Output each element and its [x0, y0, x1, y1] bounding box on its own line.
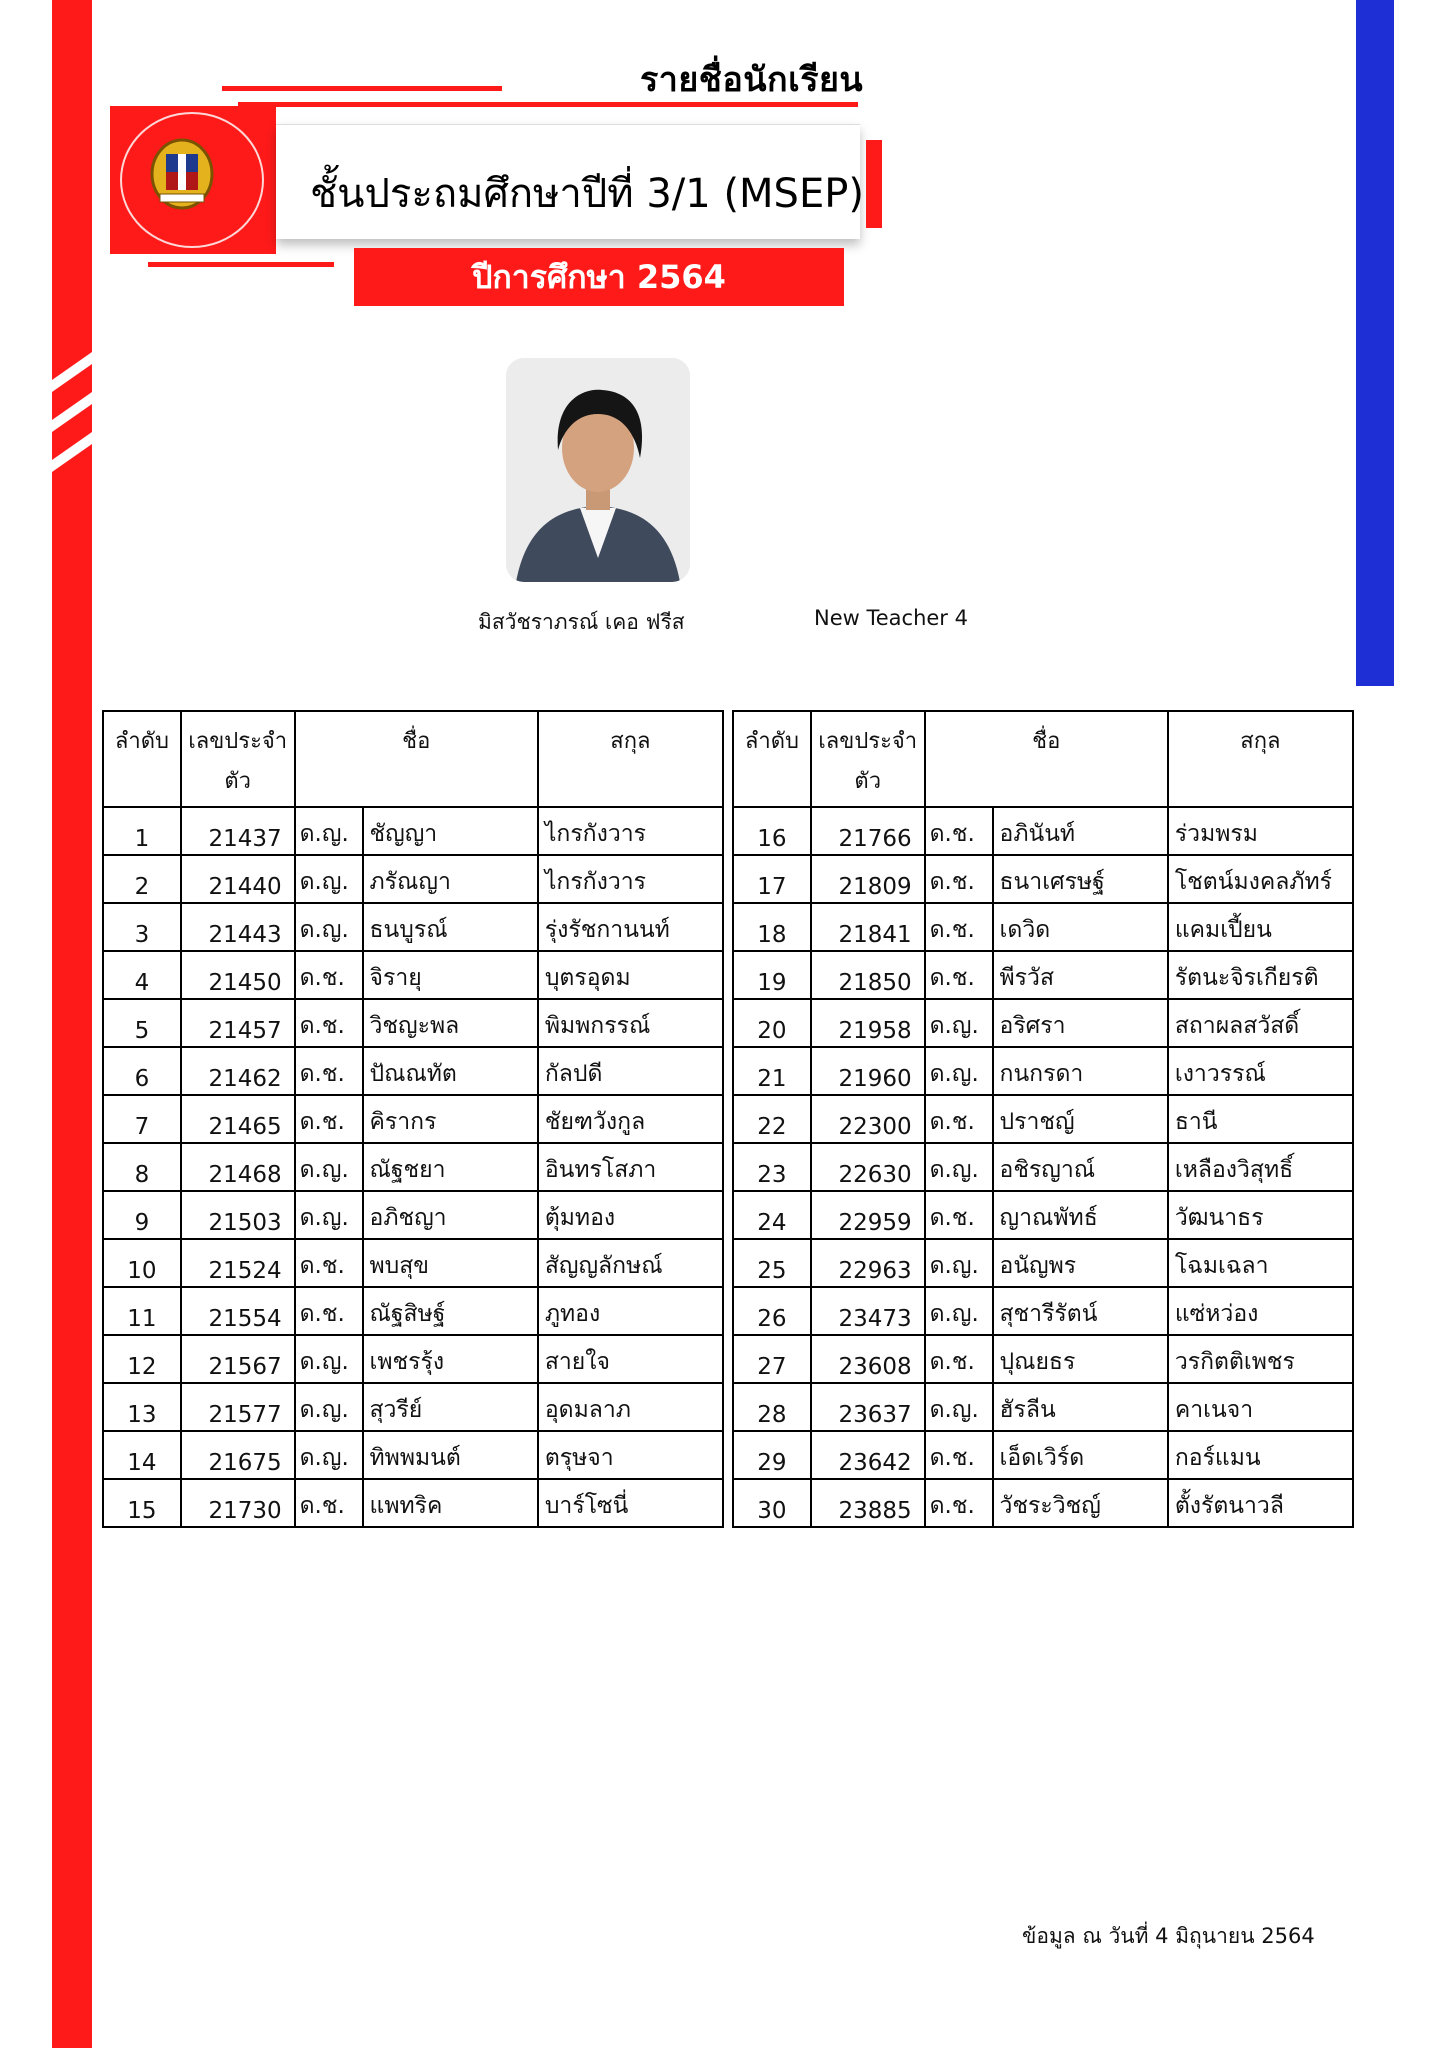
student-prefix: ด.ช.: [299, 1061, 345, 1087]
student-no: 22: [757, 1114, 787, 1140]
table-row: [103, 855, 723, 903]
student-first-name: เดวิด: [999, 917, 1051, 943]
student-first-name: ธนาเศรษฐ์: [999, 869, 1105, 895]
student-last-name: อินทรโสภา: [544, 1157, 657, 1183]
student-no: 9: [134, 1210, 150, 1236]
student-id: 21766: [838, 826, 912, 852]
student-first-name: แพทริค: [369, 1493, 443, 1519]
student-no: 25: [757, 1258, 787, 1284]
student-prefix: ด.ช.: [929, 1205, 975, 1231]
student-prefix: ด.ช.: [929, 1445, 975, 1471]
table-row: [733, 1143, 1353, 1191]
student-prefix: ด.ญ.: [299, 1397, 349, 1423]
student-prefix: ด.ญ.: [299, 869, 349, 895]
student-last-name: แซ่หว่อง: [1174, 1301, 1259, 1327]
student-first-name: ธนบูรณ์: [369, 917, 448, 943]
table-row: [103, 1383, 723, 1431]
student-first-name: สุชารีรัตน์: [999, 1301, 1098, 1327]
student-id: 21577: [208, 1402, 282, 1428]
student-no: 2: [134, 874, 150, 900]
student-no: 29: [757, 1450, 787, 1476]
student-last-name: อุดมลาภ: [544, 1397, 631, 1423]
student-no: 21: [757, 1066, 787, 1092]
student-no: 24: [757, 1210, 787, 1236]
student-no: 15: [127, 1498, 157, 1524]
student-prefix: ด.ญ.: [929, 1061, 979, 1087]
student-prefix: ด.ญ.: [299, 1349, 349, 1375]
table-row: [103, 1335, 723, 1383]
student-prefix: ด.ญ.: [929, 1301, 979, 1327]
student-no: 27: [757, 1354, 787, 1380]
table-row: [103, 951, 723, 999]
header-last-name: สกุล: [1168, 711, 1353, 807]
student-prefix: ด.ช.: [299, 1253, 345, 1279]
student-no: 20: [757, 1018, 787, 1044]
student-id: 22959: [838, 1210, 912, 1236]
student-last-name: สายใจ: [544, 1349, 610, 1375]
student-prefix: ด.ญ.: [299, 1445, 349, 1471]
student-prefix: ด.ช.: [929, 917, 975, 943]
school-crest-icon: [148, 136, 216, 212]
student-first-name: วิชญะพล: [369, 1013, 460, 1039]
student-last-name: วัฒนาธร: [1174, 1205, 1264, 1231]
student-first-name: สุวรีย์: [369, 1397, 423, 1423]
student-last-name: พิมพกรรณ์: [544, 1013, 651, 1039]
student-last-name: รุ่งรัชกานนท์: [544, 917, 670, 943]
class-title-panel: [276, 124, 864, 239]
student-first-name: ฮัรลีน: [999, 1397, 1056, 1423]
table-row: [733, 1191, 1353, 1239]
teacher-portrait-icon: [506, 358, 690, 582]
student-no: 23: [757, 1162, 787, 1188]
table-row: [733, 855, 1353, 903]
list-title: รายชื่อนักเรียน: [640, 60, 864, 100]
student-no: 14: [127, 1450, 157, 1476]
student-first-name: อภินันท์: [999, 821, 1076, 847]
teacher-photo: [506, 358, 690, 582]
header-last-name: สกุล: [538, 711, 723, 807]
student-first-name: กนกรดา: [999, 1061, 1084, 1087]
student-id: 22300: [838, 1114, 912, 1140]
student-first-name: เอ็ดเวิร์ด: [999, 1445, 1085, 1471]
table-row: [103, 1431, 723, 1479]
student-last-name: ภูทอง: [544, 1301, 601, 1327]
student-prefix: ด.ญ.: [299, 1205, 349, 1231]
student-no: 26: [757, 1306, 787, 1332]
table-row: [103, 1095, 723, 1143]
student-last-name: ชัยฑวังกูล: [544, 1109, 646, 1135]
student-prefix: ด.ช.: [299, 1493, 345, 1519]
student-no: 11: [127, 1306, 157, 1332]
student-last-name: ตรุษจา: [544, 1445, 614, 1471]
student-no: 16: [757, 826, 787, 852]
data-date-note: ข้อมูล ณ วันที่ 4 มิถุนายน 2564: [1022, 1924, 1315, 1948]
student-no: 1: [134, 826, 150, 852]
student-table-left: [102, 710, 724, 1528]
student-id: 21462: [208, 1066, 282, 1092]
header-red-line: [238, 102, 858, 107]
header-no: ลำดับ: [103, 711, 181, 807]
table-row: [103, 1191, 723, 1239]
student-no: 5: [134, 1018, 150, 1044]
student-first-name: ณัฐชยา: [369, 1157, 446, 1183]
table-row: [103, 1047, 723, 1095]
table-row: [733, 1095, 1353, 1143]
student-last-name: คาเนจา: [1174, 1397, 1254, 1423]
student-id: 23885: [838, 1498, 912, 1524]
class-panel-accent: [866, 140, 882, 228]
school-logo: [110, 106, 276, 254]
student-id: 22963: [838, 1258, 912, 1284]
student-id: 21841: [838, 922, 912, 948]
student-id: 21850: [838, 970, 912, 996]
student-prefix: ด.ช.: [299, 965, 345, 991]
table-row: [733, 999, 1353, 1047]
header-first-name: ชื่อ: [925, 711, 1168, 807]
table-header-row: [733, 711, 1353, 807]
student-no: 3: [134, 922, 150, 948]
student-no: 10: [127, 1258, 157, 1284]
student-table-right: [732, 710, 1354, 1528]
student-last-name: ตั้งรัตนาวลี: [1174, 1493, 1284, 1519]
student-id: 21675: [208, 1450, 282, 1476]
student-prefix: ด.ช.: [929, 1109, 975, 1135]
student-id: 21465: [208, 1114, 282, 1140]
academic-year-banner: ปีการศึกษา 2564: [354, 248, 844, 306]
student-prefix: ด.ญ.: [299, 1157, 349, 1183]
left-red-bar: [52, 0, 92, 2048]
student-id: 21524: [208, 1258, 282, 1284]
student-last-name: แคมเปี้ยน: [1174, 917, 1272, 943]
student-first-name: พีรวัส: [999, 965, 1054, 991]
student-id: 21554: [208, 1306, 282, 1332]
table-row: [103, 1143, 723, 1191]
student-no: 30: [757, 1498, 787, 1524]
student-prefix: ด.ญ.: [929, 1397, 979, 1423]
student-id: 21958: [838, 1018, 912, 1044]
student-id: 23642: [838, 1450, 912, 1476]
student-prefix: ด.ช.: [929, 1493, 975, 1519]
table-row: [733, 1287, 1353, 1335]
student-id: 21809: [838, 874, 912, 900]
student-no: 17: [757, 874, 787, 900]
table-row: [733, 1431, 1353, 1479]
student-id: 21468: [208, 1162, 282, 1188]
student-id: 23637: [838, 1402, 912, 1428]
student-no: 8: [134, 1162, 150, 1188]
student-id: 21730: [208, 1498, 282, 1524]
student-no: 19: [757, 970, 787, 996]
class-title: ชั้นประถมศึกษาปีที่ 3/1 (MSEP): [310, 171, 864, 217]
student-id: 23473: [838, 1306, 912, 1332]
student-prefix: ด.ญ.: [929, 1013, 979, 1039]
table-row: [733, 903, 1353, 951]
student-id: 21503: [208, 1210, 282, 1236]
table-row: [103, 1239, 723, 1287]
student-last-name: วรกิตติเพชร: [1174, 1349, 1295, 1375]
student-first-name: อนัญพร: [999, 1253, 1077, 1279]
table-row: [733, 951, 1353, 999]
teacher-role: New Teacher 4: [814, 606, 968, 630]
student-first-name: พบสุข: [369, 1253, 430, 1279]
student-last-name: บาร์โซนี่: [544, 1493, 629, 1519]
student-prefix: ด.ช.: [299, 1301, 345, 1327]
student-no: 4: [134, 970, 150, 996]
student-last-name: เหลืองวิสุทธิ์: [1174, 1157, 1294, 1183]
header-red-line: [148, 262, 334, 267]
table-row: [103, 1479, 723, 1527]
table-row: [733, 1335, 1353, 1383]
header-first-name: ชื่อ: [295, 711, 538, 807]
student-first-name: อชิรญาณ์: [999, 1157, 1096, 1183]
student-prefix: ด.ญ.: [929, 1157, 979, 1183]
student-no: 28: [757, 1402, 787, 1428]
student-id: 21457: [208, 1018, 282, 1044]
student-prefix: ด.ช.: [929, 869, 975, 895]
student-id: 21567: [208, 1354, 282, 1380]
table-row: [733, 1383, 1353, 1431]
table-row: [733, 1239, 1353, 1287]
teacher-name: มิสวัชราภรณ์ เคอ ฟรีส: [478, 610, 685, 634]
table-header-row: [103, 711, 723, 807]
student-first-name: ณัฐสิษฐ์: [369, 1301, 446, 1327]
student-id: 21450: [208, 970, 282, 996]
student-last-name: ร่วมพรม: [1174, 821, 1258, 847]
table-row: [103, 903, 723, 951]
student-last-name: กอร์แมน: [1174, 1445, 1261, 1471]
student-first-name: ภรัณญา: [369, 869, 451, 895]
student-no: 6: [134, 1066, 150, 1092]
student-last-name: รัตนะจิรเกียรติ: [1174, 965, 1319, 991]
student-first-name: อริศรา: [999, 1013, 1066, 1039]
student-first-name: ชัญญา: [369, 821, 438, 847]
student-first-name: วัชระวิชญ์: [999, 1493, 1101, 1519]
header-red-line: [222, 86, 502, 91]
student-first-name: จิรายุ: [369, 965, 422, 991]
student-prefix: ด.ญ.: [299, 821, 349, 847]
table-row: [733, 1047, 1353, 1095]
table-row: [103, 999, 723, 1047]
student-first-name: ญาณพัทธ์: [999, 1205, 1098, 1231]
student-last-name: เงาวรรณ์: [1174, 1061, 1266, 1087]
student-first-name: อภิชญา: [369, 1205, 447, 1231]
student-no: 13: [127, 1402, 157, 1428]
header-id: เลขประจำตัว: [181, 711, 295, 807]
student-last-name: ธานี: [1174, 1109, 1218, 1135]
student-first-name: ทิพพมนต์: [369, 1445, 461, 1471]
student-first-name: เพชรรุ้ง: [369, 1349, 445, 1375]
student-prefix: ด.ช.: [299, 1013, 345, 1039]
student-first-name: ปัณณทัต: [369, 1061, 457, 1087]
table-row: [103, 807, 723, 855]
student-prefix: ด.ช.: [929, 965, 975, 991]
student-id: 21960: [838, 1066, 912, 1092]
table-row: [103, 1287, 723, 1335]
student-prefix: ด.ช.: [929, 1349, 975, 1375]
student-id: 21437: [208, 826, 282, 852]
student-last-name: ตุ้มทอง: [544, 1205, 616, 1231]
header-no: ลำดับ: [733, 711, 811, 807]
student-first-name: คิรากร: [369, 1109, 437, 1135]
student-first-name: ปราชญ์: [999, 1109, 1075, 1135]
right-blue-bar: [1356, 0, 1394, 686]
student-last-name: สถาผลสวัสดิ์: [1174, 1013, 1300, 1039]
student-prefix: ด.ช.: [299, 1109, 345, 1135]
student-last-name: โฉมเฉลา: [1174, 1253, 1269, 1279]
student-last-name: สัญญลักษณ์: [544, 1253, 663, 1279]
table-row: [733, 807, 1353, 855]
student-last-name: กัลปดี: [544, 1061, 603, 1087]
student-no: 7: [134, 1114, 150, 1140]
student-id: 21440: [208, 874, 282, 900]
student-no: 12: [127, 1354, 157, 1380]
student-last-name: บุตรอุดม: [544, 965, 631, 991]
student-last-name: ไกรกังวาร: [544, 869, 647, 895]
student-id: 23608: [838, 1354, 912, 1380]
student-id: 22630: [838, 1162, 912, 1188]
student-no: 18: [757, 922, 787, 948]
student-prefix: ด.ญ.: [299, 917, 349, 943]
student-id: 21443: [208, 922, 282, 948]
student-prefix: ด.ญ.: [929, 1253, 979, 1279]
student-last-name: ไกรกังวาร: [544, 821, 647, 847]
student-first-name: ปุณยธร: [999, 1349, 1076, 1375]
table-row: [733, 1479, 1353, 1527]
student-prefix: ด.ช.: [929, 821, 975, 847]
header-id: เลขประจำตัว: [811, 711, 925, 807]
student-last-name: โชตน์มงคลภัทร์: [1174, 869, 1332, 895]
